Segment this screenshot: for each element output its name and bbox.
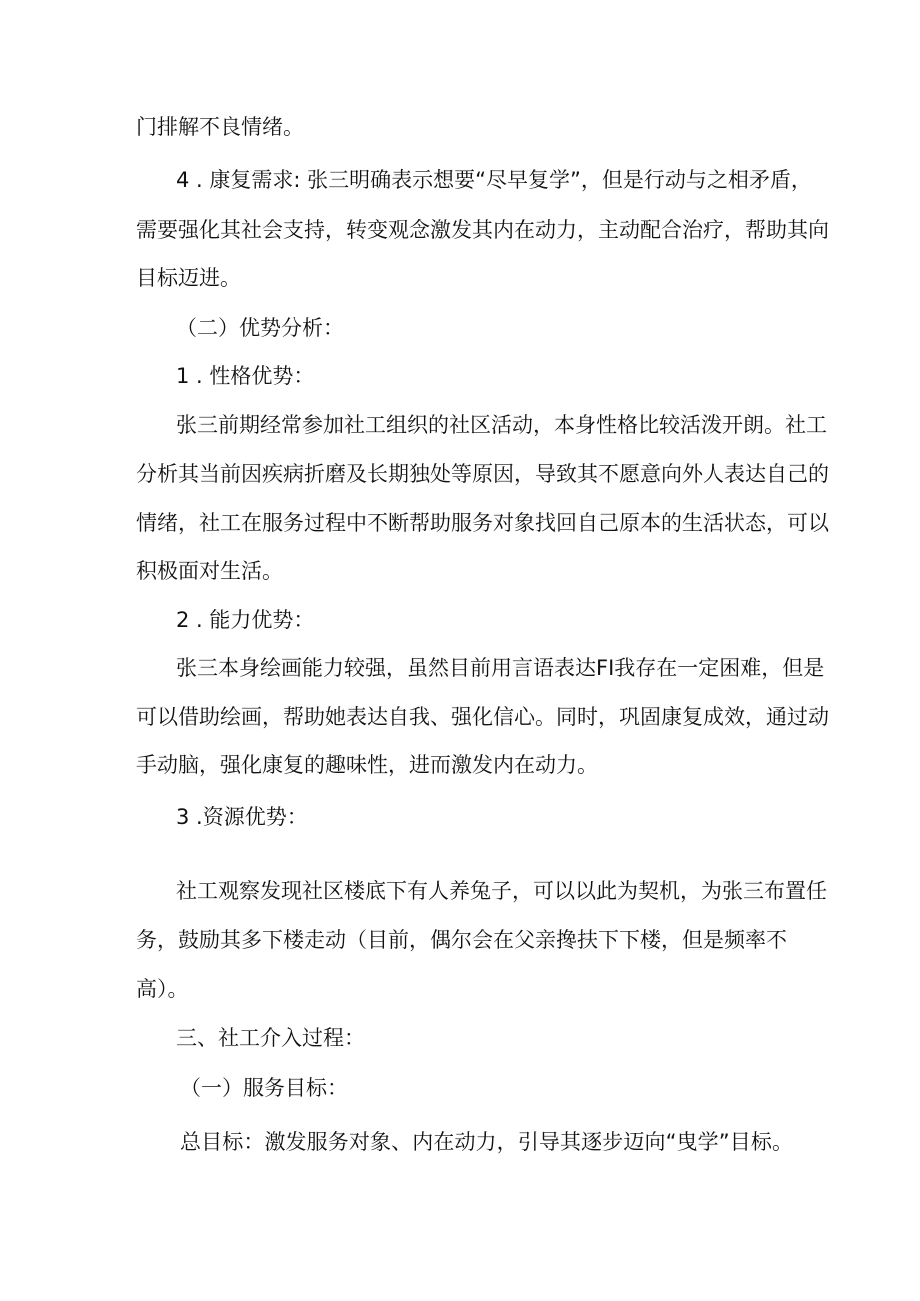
subsection-heading: 1 . 性格优势：: [176, 364, 315, 388]
paragraph-line: 总目标：激发服务对象、内在动力，引导其逐步迈向“曳学”目标。: [180, 1130, 793, 1154]
paragraph-line: 务，鼓励其多下楼走动（目前，偶尔会在父亲搀扶下下楼，但是频率不: [136, 928, 787, 952]
paragraph-line: 张三前期经常参加社工组织的社区活动，本身性格比较活泼开朗。社工: [176, 413, 827, 437]
paragraph-line: 需要强化其社会支持，转变观念激发其内在动力，主动配合治疗，帮助其向: [136, 218, 829, 242]
paragraph-line: 高）。: [136, 977, 189, 1001]
paragraph-line: 张三本身绘画能力较强，虽然目前用言语表达FI我存在一定困难，但是: [176, 656, 825, 680]
paragraph-line: 积极面对生活。: [136, 559, 283, 583]
paragraph-line: 可以借助绘画，帮助她表达自我、强化信心。同时，巩固康复成效，通过动: [136, 705, 829, 729]
section-heading: （二）优势分析：: [176, 316, 344, 340]
paragraph-line: 情绪，社工在服务过程中不断帮助服务对象找回自己原本的生活状态，可以: [136, 511, 829, 535]
paragraph-line: 目标迈进。: [136, 266, 241, 290]
section-heading: （一）服务目标：: [180, 1076, 348, 1100]
section-heading: 三、社工介入过程：: [176, 1026, 365, 1050]
paragraph-line: 社工观察发现社区楼底下有人养兔子，可以以此为契机，为张三布置任: [176, 879, 827, 903]
paragraph-line: 手动脑，强化康复的趣味性，进而激发内在动力。: [136, 753, 598, 777]
paragraph-line: 门排解不良情绪。: [136, 115, 304, 139]
subsection-heading: 3 .资源优势：: [176, 805, 308, 829]
paragraph-line: 4 . 康复需求: 张三明确表示想要“尽早复学”，但是行动与之相矛盾，: [176, 168, 812, 192]
paragraph-line: 分析其当前因疾病折磨及长期独处等原因，导致其不愿意向外人表达自己的: [136, 462, 829, 486]
subsection-heading: 2 . 能力优势：: [176, 608, 315, 632]
